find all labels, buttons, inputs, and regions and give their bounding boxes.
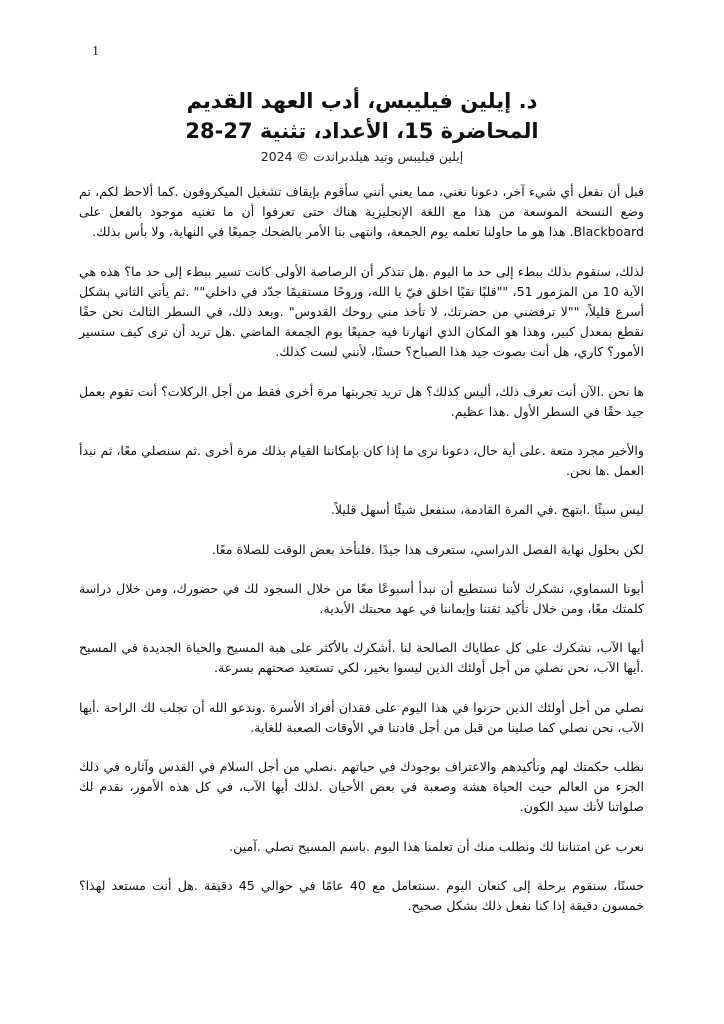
page-number: 1 <box>92 44 99 59</box>
document-title: د. إيلين فيليبس، أدب العهد القديم <box>186 89 538 113</box>
paragraph: أيها الآب، نشكرك على كل عطاياك الصالحة لنا .أشكرك بالأكثر على هبة المسيح والحياة الجديدة في المسيح .أيها الآب، نحن نصلي من أجل أولئك الذين ليسوا بخير، لكي تستعيد صحتهم بسرعة. <box>79 640 644 676</box>
paragraph: نصلي من أجل أولئك الذين حزنوا في هذا اليوم على فقدان أفراد الأسرة .وندعو الله أن تجلب لك الراحة .أيها الآب، نحن نصلي كما صلينا من قبل من أجل قادتنا في الأوقات الصعبة للغاية. <box>79 699 644 735</box>
paragraph: نعرب عن امتناننا لك ونطلب منك أن تعلمنا هذا اليوم .باسم المسيح نصلي .آمين. <box>229 838 644 854</box>
paragraph: لكن بحلول نهاية الفصل الدراسي، ستعرف هذا جيدًا .فلنأخذ بعض الوقت للصلاة معًا. <box>211 541 644 557</box>
paragraph: ليس سيئًا .ابتهج .في المرة القادمة، سنفعل شيئًا أسهل قليلاً. <box>330 502 644 518</box>
copyright-notice: إيلين فيليبس وتيد هيلدبراندت © 2024 <box>260 149 464 164</box>
paragraph: أبونا السماوي، نشكرك لأننا نستطيع أن نبدأ أسبوعًا معًا من خلال السجود لك في حضورك، ومن خلال دراسة كلمتك معًا، ومن خلال تأكيد ثقتنا وإيماننا في عهد محبتك الأبدية. <box>79 580 644 617</box>
document-body <box>79 182 644 935</box>
document-subtitle: المحاضرة 15، الأعداد، تثنية 27-28 <box>185 119 539 143</box>
paragraph: والأخير مجرد متعة .على أية حال، دعونا نرى ما إذا كان بإمكاننا القيام بذلك مرة أخرى .ثم سنصلي معًا، ثم نبدأ العمل .ها نحن. <box>79 443 644 479</box>
paragraph: حسنًا، سنقوم برحلة إلى كنعان اليوم .سنتعامل مع 40 عامًا في حوالي 45 دقيقة .هل أنت مستعد لهذا؟ خمسون دقيقة إذا كنا نفعل ذلك بشكل صحيح. <box>79 877 644 914</box>
paragraph: لذلك، سنقوم بذلك ببطء إلى حد ما اليوم .هل تتذكر أن الرصاصة الأولى كانت تسير ببطء إلى حد ما؟ هذه هي الآية 10 من المزمور 51، ""قلبًا نقيًا اخلق فيّ يا الله، وروحًا مستقيمًا جدّد في داخلي"" .ثم يأتي الثاني بشكل أسرع قليلاً، ""لا ترفضني من حضرتك، لا تأخذ مني روحك القدوس" .وبعد ذلك، في السطر الثالث نحن حقًا نقطع بمعدل كبير، وهذا هو المكان الذي انهارنا فيه جميعًا يوم الجمعة الماضي .هل تريد أن ترى كيف ستسير الأمور؟ كاري، هل أنت بصوت جيد هذا الصباح؟ حسنًا، لأنني لست كذلك. <box>79 263 644 360</box>
paragraph: قبل أن نفعل أي شيء آخر، دعونا نغني، مما يعني أنني سأقوم بإيقاف تشغيل الميكروفون .كما ألاحظ لكم، تم وضع النسخة الموسعة من هذا مع اللغة الإنجليزية هناك حتى تعرفوا أن ما تغنيه موجود بالفعل على Blackboard. هذا هو ما حاولنا تعلمه يوم الجمعة، وانتهى بنا الأمر بالضحك جميعًا في النهاية، ولا بأس بذلك. <box>79 184 644 240</box>
document-header <box>80 86 644 167</box>
paragraph: نطلب حكمتك لهم وتأكيدهم والاعتراف بوجودك في حياتهم .نصلي من أجل السلام في القدس وآثاره في ذلك الجزء من العالم حيث الحياة هشة وصعبة في بعض الأحيان .لذلك أيها الآب، في كل هذه الأمور، نقدم لك صلواتنا لأنك سيد الكون. <box>79 759 644 815</box>
paragraph: ها نحن .الآن أنت تعرف ذلك، أليس كذلك؟ هل تريد تجربتها مرة أخرى فقط من أجل الركلات؟ أنت تقوم بعمل جيد حقًا في السطر الأول .هذا عظيم. <box>79 383 644 419</box>
